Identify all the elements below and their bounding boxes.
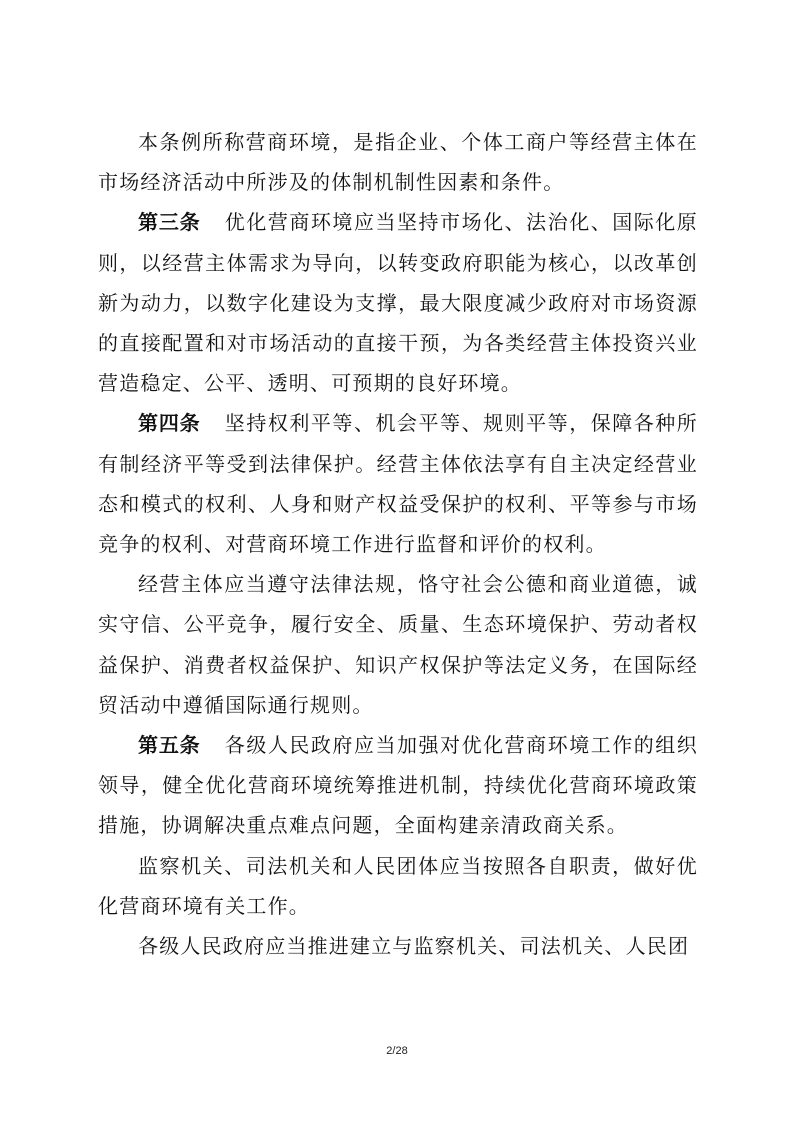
- article-5: [98, 725, 698, 846]
- article-3: [98, 202, 698, 403]
- paragraph-text: 坚持权利平等、机会平等、规则平等，保障各种所有制经济平等受到法律保护。经营主体依法享有自主决定经营业态和模式的权利、人身和财产权益受保护的权利、平等参与市场竞争的权利、对营商环境工作进行监督和评价的权利。: [98, 411, 699, 557]
- paragraph-text: 经营主体应当遵守法律法规，恪守社会公德和商业道德，诚实守信、公平竞争，履行安全、质量、生态环境保护、劳动者权益保护、消费者权益保护、知识产权保护等法定义务，在国际经贸活动中遵循国际通行规则。: [98, 572, 698, 717]
- article-heading: 第三条: [138, 210, 201, 235]
- paragraph-text: 本条例所称营商环境，是指企业、个体工商户等经营主体在市场经济活动中所涉及的体制机制性因素和条件。: [98, 130, 698, 195]
- article-4: [98, 403, 698, 564]
- page-number: 2/28: [386, 1045, 408, 1057]
- paragraph-text: 各级人民政府应当推进建立与监察机关、司法机关、人民团: [138, 934, 690, 959]
- paragraph-text: 各级人民政府应当加强对优化营商环境工作的组织领导，健全优化营商环境统筹推进机制，持续优化营商环境政策措施，协调解决重点难点问题，全面构建亲清政商关系。: [98, 733, 699, 838]
- paragraph-text: 监察机关、司法机关和人民团体应当按照各自职责，做好优化营商环境有关工作。: [98, 853, 698, 918]
- paragraph-obligations: [98, 564, 698, 725]
- article-heading: 第四条: [138, 411, 201, 436]
- paragraph-definition: [98, 122, 698, 202]
- paragraph-text: 优化营商环境应当坚持市场化、法治化、国际化原则，以经营主体需求为导向，以转变政府职能为核心，以改革创新为动力，以数字化建设为支撑，最大限度减少政府对市场资源的直接配置和对市场活动的直接干预，为各类经营主体投资兴业营造稳定、公平、透明、可预期的良好环境。: [98, 210, 699, 396]
- paragraph-continued: [98, 926, 698, 966]
- document-body: [98, 122, 698, 966]
- article-heading: 第五条: [138, 733, 201, 758]
- paragraph-supervision: [98, 846, 698, 926]
